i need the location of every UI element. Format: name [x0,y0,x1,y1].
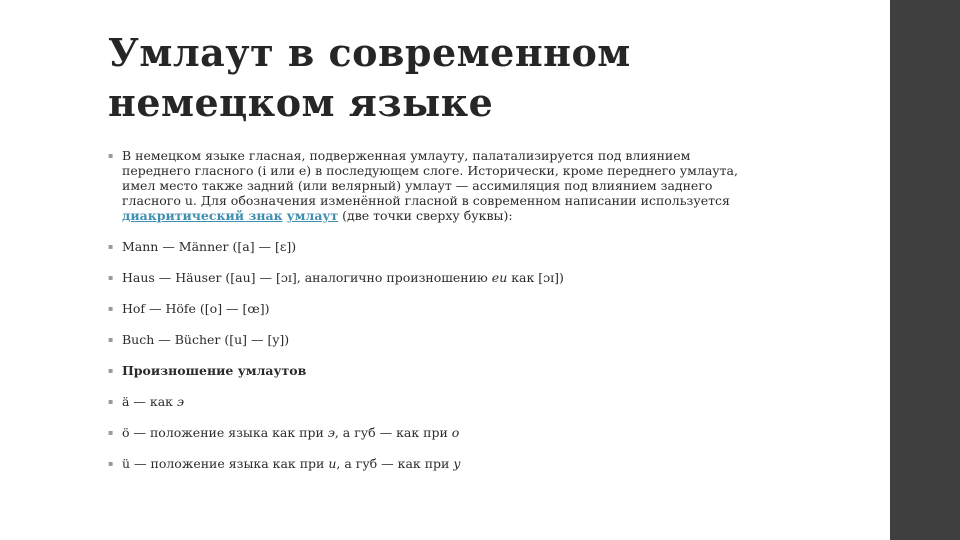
example-mann: ▪ Mann — Männer ([a] — [ɛ]) [108,239,758,254]
pron-a-italic: э [176,394,184,409]
pron-o-umlaut [108,425,758,440]
intro-paragraph [108,148,758,223]
pron-a-umlaut [108,394,758,409]
diacritic-link[interactable]: диакритический знак [122,208,283,223]
pron-o-italic2: о [451,425,460,440]
example-hof: ▪ Hof — Höfe ([o] — [œ]) [108,301,758,316]
haus-italic: eu [491,270,508,285]
title-line-2: немецком языке [108,80,494,125]
pron-u-italic2: у [453,456,461,471]
intro-text-end: (две точки сверху буквы): [338,208,513,223]
pron-u-text: ü — положение языка как при [122,456,329,471]
right-sidebar-bar [890,0,960,540]
haus-text-end: как [ɔɪ]) [507,270,564,285]
slide-content [108,148,758,471]
haus-text: Haus — Häuser ([au] — [ɔɪ], аналогично произношению [122,270,492,285]
title-line-1: Умлаут в современном [108,30,631,75]
intro-text: В немецком языке гласная, подверженная умлауту, палатализируется под влиянием переднего гласного (i или e) в последующем слоге. Исторически, кроме переднего умлаута, имел место также задний (или велярный) умлаут — ассимиляция под влиянием заднего гласного u. Для обозначения изменённой гласной в современном написании используется [122,148,738,208]
umlaut-link[interactable]: умлаут [286,208,339,223]
pron-u-italic: и [328,456,337,471]
pron-o-text2: , а губ — как при [334,425,452,440]
example-buch: ▪ Buch — Bücher ([u] — [y]) [108,332,758,347]
slide-title [108,28,828,128]
pron-a-text: ä — как [122,394,177,409]
pron-u-umlaut [108,456,758,471]
pronunciation-heading: ▪ Произношение умлаутов [108,363,758,378]
pron-o-italic: э [327,425,335,440]
pron-o-text: ö — положение языка как при [122,425,328,440]
example-haus [108,270,758,285]
pron-u-text2: , а губ — как при [336,456,454,471]
